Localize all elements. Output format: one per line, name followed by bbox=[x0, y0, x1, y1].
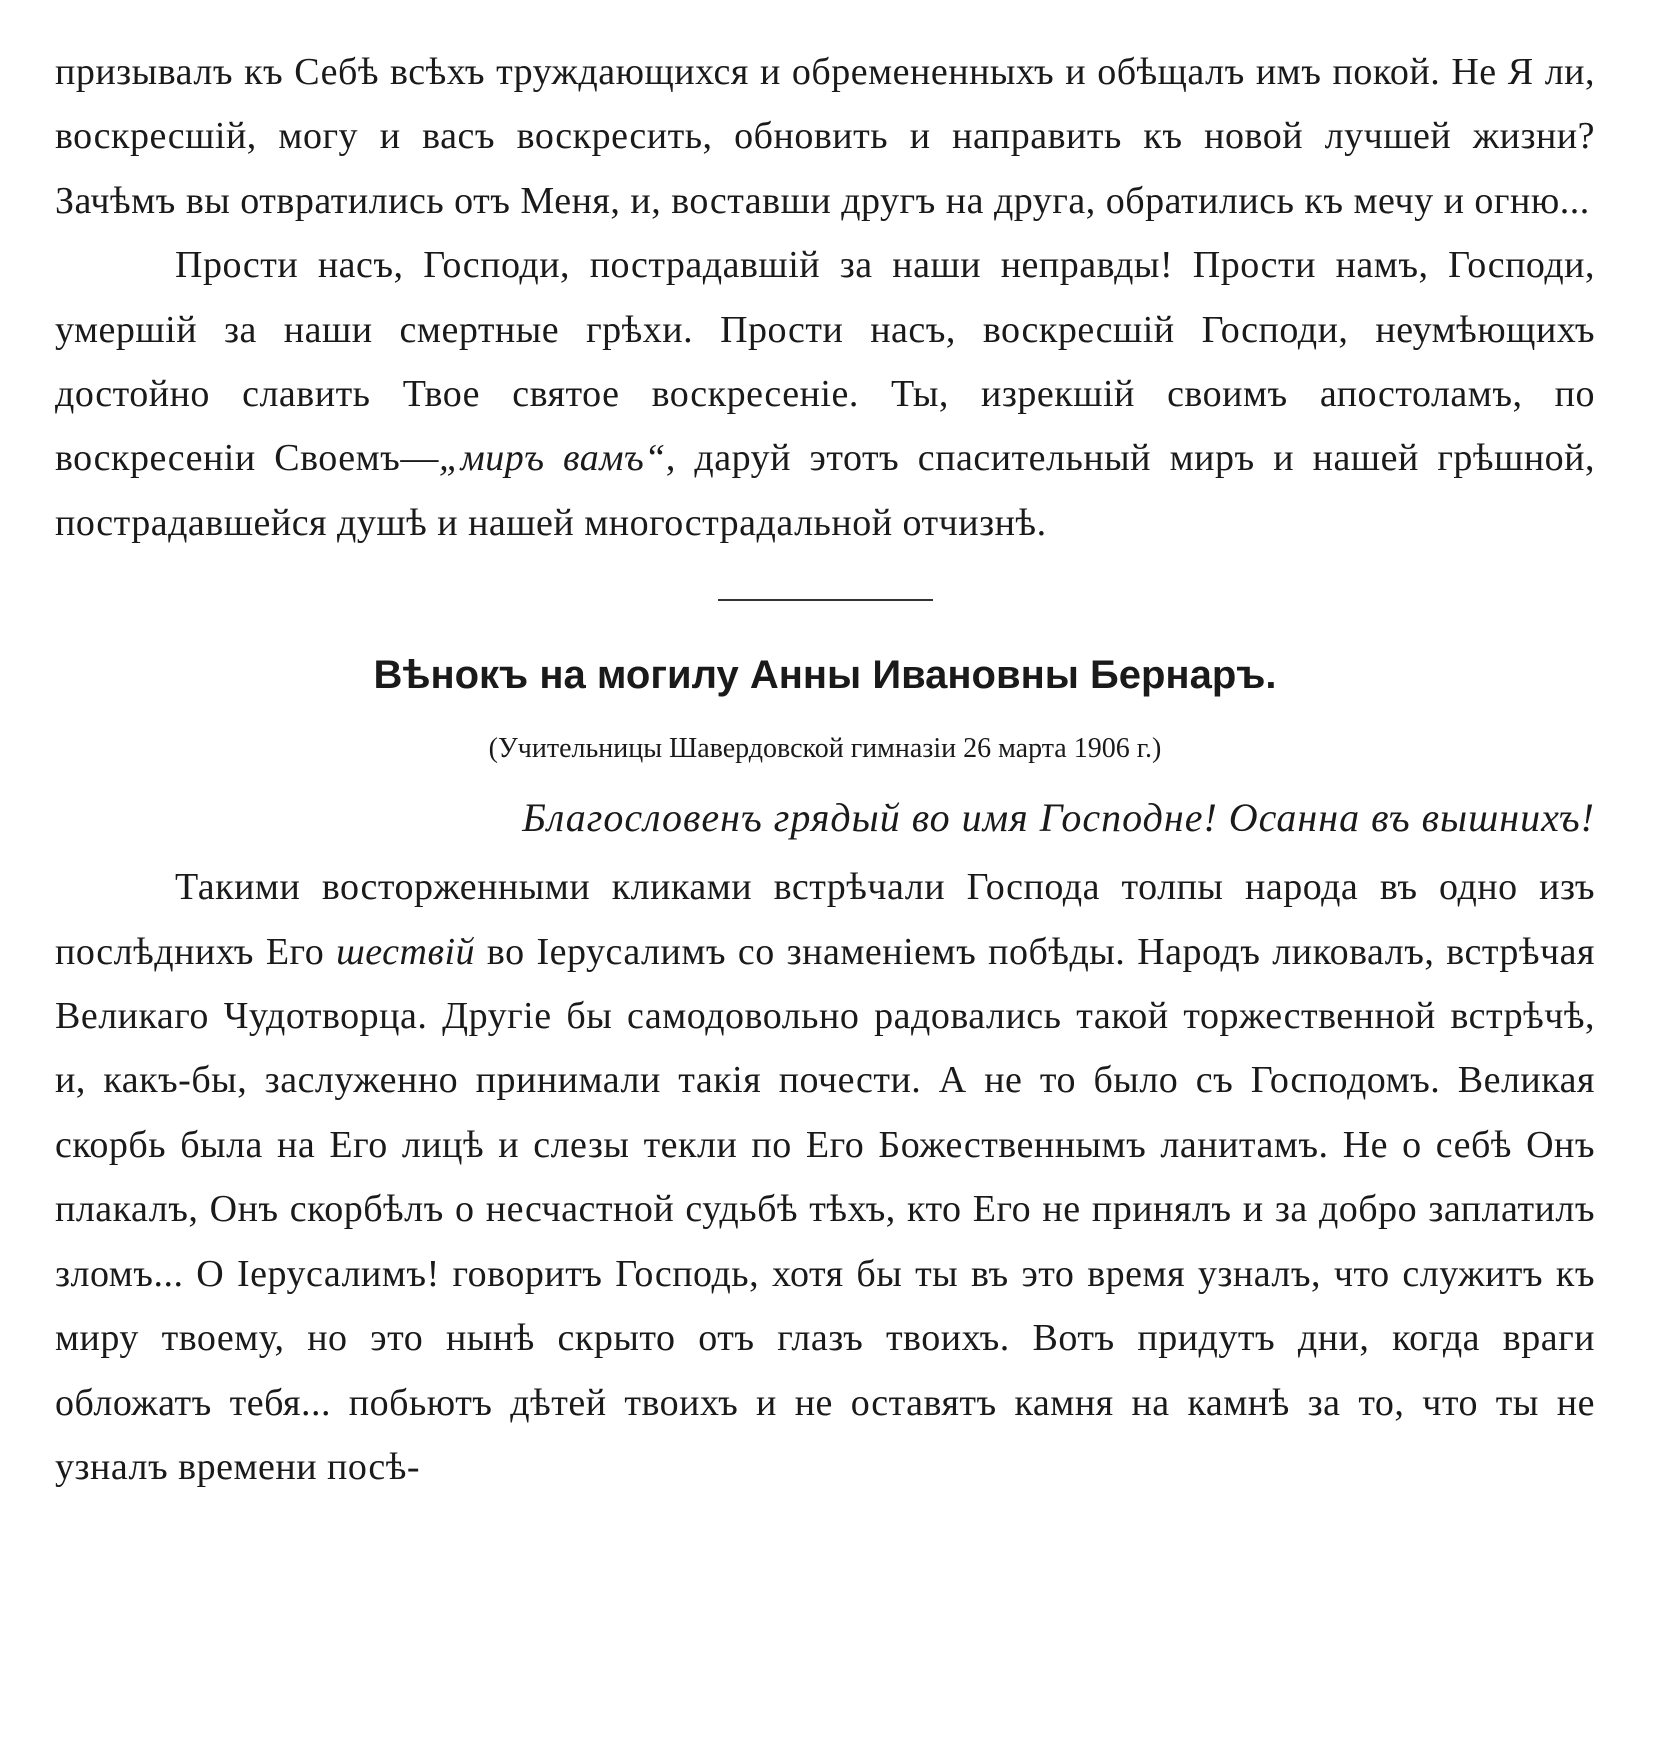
paragraph-3 bbox=[55, 855, 1595, 1499]
paragraph-2-text-after: , даруй этотъ спасительный миръ и нашей грѣшной, пострадавшейся душѣ и нашей многострадальной отчизнѣ. bbox=[55, 437, 1595, 544]
paragraph-2 bbox=[55, 233, 1595, 555]
section-subtitle: (Учительницы Шавердовской гимназіи 26 марта 1906 г.) bbox=[488, 733, 1162, 765]
paragraph-2-text-before: Прости насъ, Господи, пострадавшій за наши неправды! Прости намъ, Господи, умершій за наши смертные грѣхи. Прости насъ, воскресшій Господи, неумѣющихъ достойно славить Твое святое воскресеніе. Ты, изрекшій своимъ апостоламъ, по воскресеніи Своемъ— bbox=[55, 244, 1595, 480]
section-divider bbox=[718, 599, 933, 601]
document-page bbox=[55, 40, 1595, 1499]
paragraph-1 bbox=[55, 40, 1595, 233]
epigraph: Благословенъ грядый во имя Господне! Осанна въ вышнихъ! bbox=[522, 795, 1595, 841]
paragraph-3-text-after: во Іерусалимъ со знаменіемъ побѣды. Народъ ликовалъ, встрѣчая Великаго Чудотворца. Другіе бы самодовольно радовались такой торжественной встрѣчѣ, и, какъ-бы, заслуженно принимали такія почести. А не то было съ Господомъ. Великая скорбь была на Его лицѣ и слезы текли по Его Божественнымъ ланитамъ. Не о себѣ Онъ плакалъ, Онъ скорбѣлъ о несчастной судьбѣ тѣхъ, кто Его не принялъ и за добро заплатилъ зломъ... О Іерусалимъ! говоритъ Господь, хотя бы ты въ это время узналъ, что служитъ къ миру твоему, но это нынѣ скрыто отъ глазъ твоихъ. Вотъ придутъ дни, когда враги обложатъ тебя... побьютъ дѣтей твоихъ и не оставятъ камня на камнѣ за то, что ты не узналъ времени посѣ- bbox=[55, 930, 1595, 1488]
paragraph-3-italic-word: шествій bbox=[336, 930, 476, 973]
paragraph-3-text-before: Такими восторженными кликами встрѣчали Господа толпы народа въ одно изъ послѣднихъ Его bbox=[55, 866, 1595, 973]
paragraph-2-quote: „миръ вамъ“ bbox=[438, 437, 666, 480]
section-title: Вѣнокъ на могилу Анны Ивановны Бернаръ. bbox=[373, 653, 1277, 698]
paragraph-1-text: призывалъ къ Себѣ всѣхъ труждающихся и обремененныхъ и обѣщалъ имъ покой. Не Я ли, воскресшій, могу и васъ воскресить, обновить и направить къ новой лучшей жизни? Зачѣмъ вы отвратились отъ Меня, и, воставши другъ на друга, обратились къ мечу и огню... bbox=[55, 51, 1595, 222]
